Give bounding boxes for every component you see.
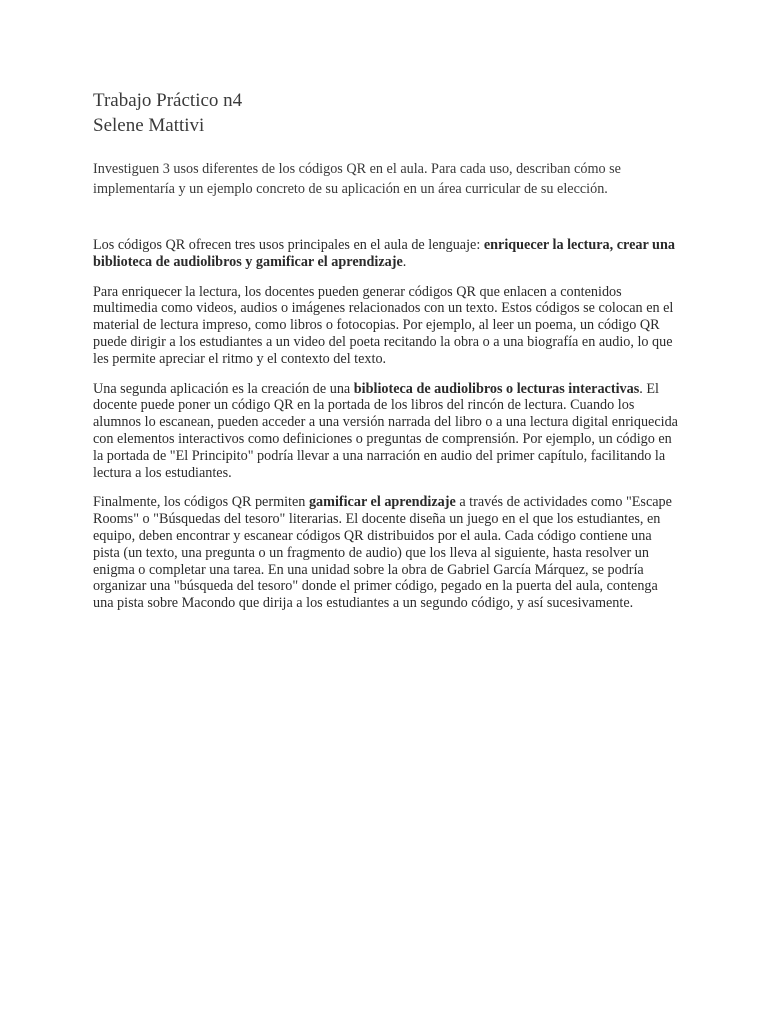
audiobook-text-end: . El docente puede poner un código QR en la portada de los libros del rincón de lectura. Cuando los alumnos lo escanean, pueden acceder a una versión narrada del libro o a una lectura digital enriquecida con elementos interactivos como definiciones o preguntas de comprensión. Por ejemplo, un código en la portada de "El Principito" podría llevar a una narración en audio del primer capítulo, facilitando la lectura a los estudiantes.	[93, 380, 678, 481]
answer-paragraph-gamification	[93, 494, 678, 612]
audiobook-text-start: Una segunda aplicación es la creación de una	[93, 380, 354, 397]
assignment-prompt: Investiguen 3 usos diferentes de los códigos QR en el aula. Para cada uso, describan cómo se implementaría y un ejemplo concreto de su aplicación en un área curricular de su elección.	[93, 161, 621, 197]
answer-body	[93, 237, 678, 612]
gamification-text-end: a través de actividades como "Escape Rooms" o "Búsquedas del tesoro" literarias. El docente diseña un juego en el que los estudiantes, en equipo, deben encontrar y escanear códigos QR distribuidos por el aula. Cada código contiene una pista (un texto, una pregunta o un fragmento de audio) que los lleva al siguiente, hasta resolver un enigma o completar una tarea. En una unidad sobre la obra de Gabriel García Márquez, se podría organizar una "búsqueda del tesoro" donde el primer código, pegado en la puerta del aula, contenga una pista sobre Macondo que dirija a los estudiantes a un segundo código, y así sucesivamente.	[93, 494, 672, 612]
answer-paragraph-intro	[93, 237, 678, 271]
document-page	[93, 88, 678, 625]
gamification-bold: gamificar el aprendizaje	[308, 494, 456, 511]
title-line-assignment: Trabajo Práctico n4	[93, 90, 243, 111]
intro-text-end: .	[402, 253, 407, 270]
intro-text-start: Los códigos QR ofrecen tres usos principales en el aula de lenguaje:	[93, 237, 484, 253]
answer-paragraph-audiobook-library	[93, 381, 678, 482]
title-line-author: Selene Mattivi	[93, 115, 205, 136]
enrich-reading-text: Para enriquecer la lectura, los docentes pueden generar códigos QR que enlacen a contenidos multimedia como videos, audios o imágenes relacionados con un texto. Estos códigos se colocan en el material de lectura impreso, como libros o fotocopias. Por ejemplo, al leer un poema, un código QR puede dirigir a los estudiantes a un video del poeta recitando la obra o a una biografía en audio, lo que les permite apreciar el ritmo y el contexto del texto.	[93, 283, 674, 367]
answer-paragraph-enrich-reading	[93, 284, 678, 368]
intro-bold-uses: enriquecer la lectura, crear una biblioteca de audiolibros y gamificar el aprendizaje	[93, 237, 675, 270]
audiobook-bold: biblioteca de audiolibros o lecturas interactivas	[353, 380, 640, 397]
gamification-text-start: Finalmente, los códigos QR permiten	[93, 494, 309, 511]
document-title	[93, 88, 678, 138]
